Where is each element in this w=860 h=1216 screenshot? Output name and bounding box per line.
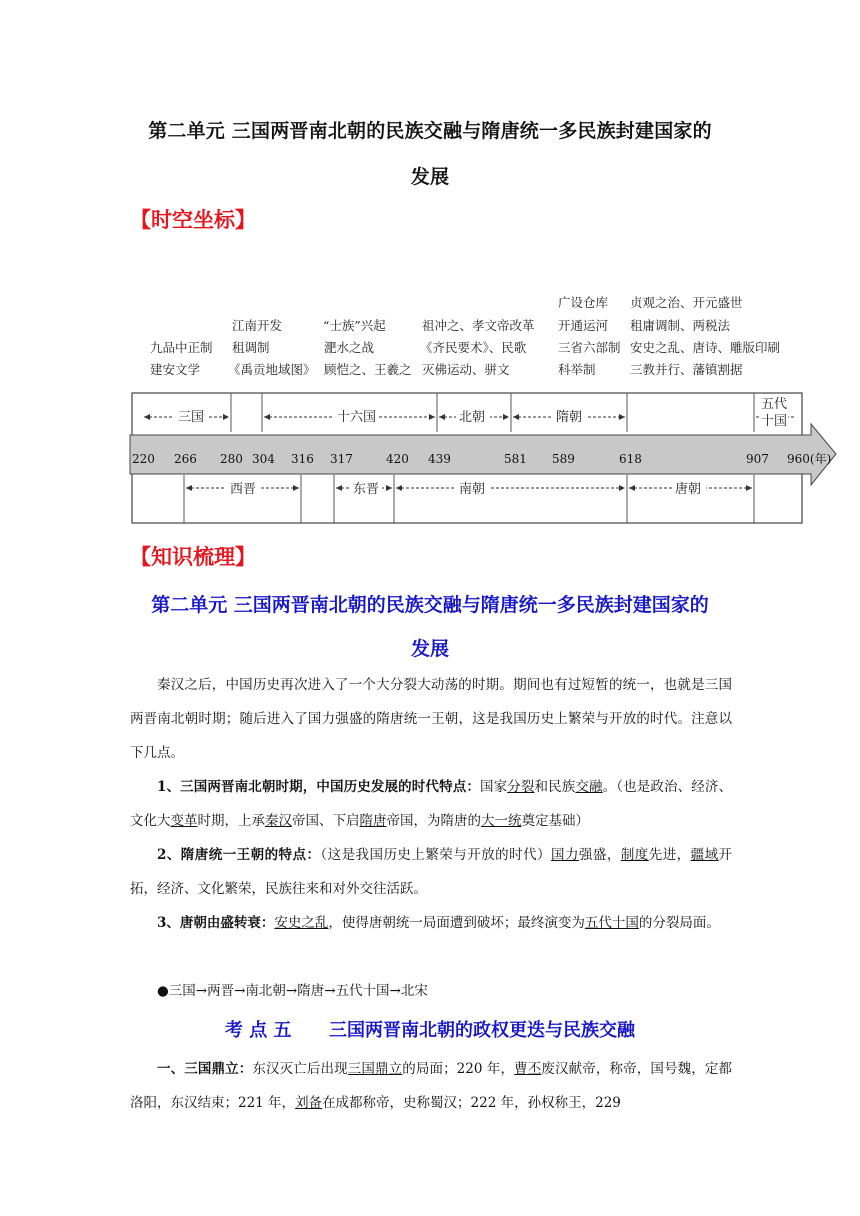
text-fragment: 奠定基础） bbox=[521, 813, 589, 829]
year-960: 960(年) bbox=[787, 452, 832, 466]
timeline-note-1-2: 《禹贡地域图》 bbox=[228, 362, 316, 377]
text-fragment: 开拓，经济、文化繁荣，民族往来和对外交往活跃。 bbox=[130, 847, 733, 897]
timeline-note-4-1: 开通运河 bbox=[558, 318, 609, 333]
year-317: 317 bbox=[330, 452, 353, 466]
underlined-term: 安史之乱 bbox=[274, 915, 329, 931]
intro-paragraph: 秦汉之后，中国历史再次进入了一个大分裂大动荡的时期。期间也有过短暂的统一，也就是三国两晋南北朝时期；随后进入了国力强盛的隋唐统一王朝，这是我国历史上繁荣与开放的时代。注意以下几点。 bbox=[130, 677, 732, 761]
section-heading-timeline: 【时空坐标】 bbox=[130, 208, 256, 232]
period-sanguo: 三国 bbox=[178, 410, 205, 425]
text-fragment: （这是我国历史上繁荣与开放的时代） bbox=[320, 847, 551, 863]
text-fragment: 先进， bbox=[648, 847, 691, 863]
period-xijin: 西晋 bbox=[230, 482, 257, 497]
point-1-label: 1、三国两晋南北朝时期，中国历史发展的时代特点： bbox=[157, 779, 480, 795]
timeline-note-5-0: 贞观之治、开元盛世 bbox=[630, 295, 743, 310]
year-420: 420 bbox=[386, 452, 409, 466]
timeline-note-3-2: 灭佛运动、骈文 bbox=[422, 362, 510, 377]
timeline-note-1-1: 租调制 bbox=[232, 340, 270, 355]
period-shiliuguo: 十六国 bbox=[337, 410, 377, 425]
text-fragment: 时期，上承 bbox=[197, 813, 265, 829]
timeline-note-2-2: 顾恺之、王羲之 bbox=[324, 362, 412, 377]
text-fragment: 在成都称帝，史称蜀汉；222 年，孙权称王，229 bbox=[322, 1095, 621, 1111]
text-fragment: 和民族 bbox=[534, 779, 576, 795]
year-266: 266 bbox=[174, 452, 197, 466]
timeline-diagram bbox=[128, 280, 838, 530]
timeline-note-5-3: 三教并行、藩镇割据 bbox=[630, 362, 743, 377]
timeline-note-0-0: 九品中正制 bbox=[150, 340, 213, 355]
text-fragment: 的分裂局面。 bbox=[638, 915, 720, 931]
text-fragment: 。（也是政治、经济、文化大 bbox=[130, 779, 733, 829]
period-wudai: 五代 bbox=[761, 397, 788, 412]
timeline-note-4-3: 科举制 bbox=[558, 362, 596, 377]
year-220: 220 bbox=[132, 452, 155, 466]
year-618: 618 bbox=[619, 452, 642, 466]
underlined-term: 刘备 bbox=[295, 1095, 323, 1111]
underlined-term: 三国鼎立 bbox=[347, 1061, 403, 1077]
text-fragment: 废汉献帝，称帝，国号魏，定都洛阳，东汉结束；221 年， bbox=[130, 1061, 733, 1111]
timeline-note-1-0: 江南开发 bbox=[232, 318, 283, 333]
document-title-line1: 第二单元 三国两晋南北朝的民族交融与隋唐统一多民族封建国家的 bbox=[148, 120, 712, 142]
timeline-note-3-1: 《齐民要术》、民歌 bbox=[420, 340, 527, 355]
dynasty-sequence: ●三国→两晋→南北朝→隋唐→五代十国→北宋 bbox=[157, 983, 428, 999]
kaodian-heading: 考 点 五 三国两晋南北朝的政权更迭与民族交融 bbox=[224, 1020, 636, 1041]
text-fragment: ，使得唐朝统一局面遭到破坏；最终演变为 bbox=[328, 915, 585, 931]
year-907: 907 bbox=[746, 452, 769, 466]
three-kingdoms-label: 一、三国鼎立： bbox=[157, 1061, 253, 1077]
timeline-note-3-0: 祖冲之、孝文帝改革 bbox=[422, 318, 535, 333]
timeline-note-5-1: 租庸调制、两税法 bbox=[630, 318, 731, 333]
period-tangchao: 唐朝 bbox=[675, 482, 702, 497]
point-1 bbox=[130, 770, 732, 838]
text-fragment: 强盛， bbox=[578, 847, 621, 863]
timeline-note-2-0: “士族”兴起 bbox=[323, 318, 386, 333]
underlined-term: 制度 bbox=[620, 847, 649, 863]
underlined-term: 变革 bbox=[170, 813, 198, 829]
text-fragment: 的局面；220 年， bbox=[402, 1061, 515, 1077]
underlined-term: 疆域 bbox=[690, 847, 719, 863]
unit-title-line2: 发展 bbox=[410, 638, 449, 660]
year-439: 439 bbox=[428, 452, 451, 466]
period-suichao: 隋朝 bbox=[556, 410, 583, 425]
point-2-label: 2、隋唐统一王朝的特点： bbox=[157, 847, 321, 863]
underlined-term: 五代十国 bbox=[584, 915, 639, 931]
year-589: 589 bbox=[552, 452, 575, 466]
point-3-label: 3、唐朝由盛转衰： bbox=[157, 915, 275, 931]
text-fragment: 帝国、下启 bbox=[292, 813, 360, 829]
underlined-term: 隋唐 bbox=[359, 813, 387, 829]
underlined-term: 国力 bbox=[551, 847, 579, 863]
text-fragment: 东汉灭亡后出现 bbox=[252, 1061, 348, 1077]
point-2 bbox=[130, 838, 732, 906]
year-280: 280 bbox=[220, 452, 243, 466]
year-581: 581 bbox=[504, 452, 527, 466]
text-fragment: 帝国，为隋唐的 bbox=[386, 813, 481, 829]
year-316: 316 bbox=[291, 452, 314, 466]
timeline-note-5-2: 安史之乱、唐诗、雕版印刷 bbox=[630, 340, 781, 355]
timeline-note-4-0: 广设仓库 bbox=[558, 295, 609, 310]
point-3 bbox=[130, 906, 732, 940]
document-title-line2: 发展 bbox=[410, 166, 450, 188]
unit-title-line1: 第二单元 三国两晋南北朝的民族交融与隋唐统一多民族封建国家的 bbox=[151, 594, 709, 616]
timeline-note-4-2: 三省六部制 bbox=[558, 340, 621, 355]
text-fragment: 国家 bbox=[479, 779, 508, 795]
period-shiguo: 十国 bbox=[761, 414, 788, 429]
year-304: 304 bbox=[252, 452, 275, 466]
timeline-note-0-1: 建安文学 bbox=[150, 362, 201, 377]
underlined-term: 分裂 bbox=[507, 779, 535, 795]
section-heading-knowledge: 【知识梳理】 bbox=[130, 545, 256, 569]
period-dongjin: 东晋 bbox=[353, 482, 380, 497]
three-kingdoms-paragraph bbox=[130, 1052, 732, 1120]
underlined-term: 大一统 bbox=[481, 813, 522, 829]
period-nanchao: 南朝 bbox=[459, 482, 486, 497]
underlined-term: 曹丕 bbox=[514, 1061, 542, 1077]
period-beichao: 北朝 bbox=[459, 410, 486, 425]
underlined-term: 交融 bbox=[575, 779, 603, 795]
underlined-term: 秦汉 bbox=[265, 813, 292, 829]
timeline-note-2-1: 淝水之战 bbox=[324, 340, 375, 355]
